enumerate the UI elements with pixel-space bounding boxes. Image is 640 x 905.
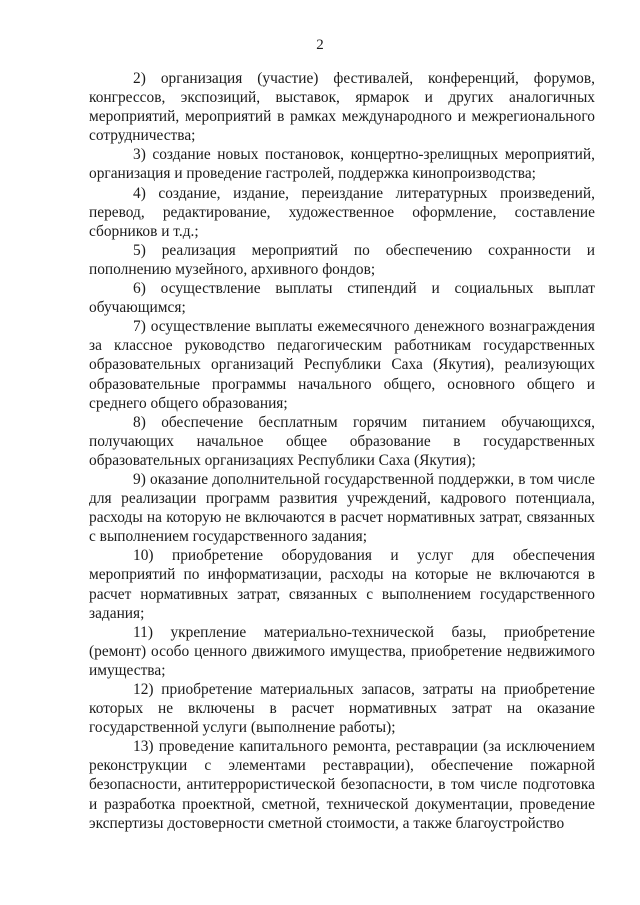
paragraph-item-7: 7) осуществление выплаты ежемесячного денежного вознаграждения за классное руководство педагогическим работникам государственных образовательных организаций Республики Саха (Якутия), реализующих образовательные программы начального общего, основного общего и среднего общего образования; — [89, 318, 595, 412]
paragraph-item-2: 2) организация (участие) фестивалей, конференций, форумов, конгрессов, экспозиций, выставок, ярмарок и других аналогичных мероприятий, мероприятий в рамках международного и межрегионального сотрудничества; — [89, 70, 595, 145]
paragraph-item-9: 9) оказание дополнительной государственной поддержки, в том числе для реализации программ развития учреждений, кадрового потенциала, расходы на которую не включаются в расчет нормативных затрат, связанных с выполнением государственного задания; — [89, 470, 595, 546]
paragraph-item-5: 5) реализация мероприятий по обеспечению сохранности и пополнению музейного, архивного фондов; — [89, 241, 595, 278]
paragraph-item-13: 13) проведение капитального ремонта, реставрации (за исключением реконструкции с элементами реставрации), обеспечение пожарной безопасности, антитеррористической безопасности, в том числе подготовка и разработка проектной, сметной, технической документации, проведение экспертизы достоверности сметной стоимости, а также благоустройство — [89, 738, 595, 832]
paragraph-item-3: 3) создание новых постановок, концертно-зрелищных мероприятий, организация и проведение гастролей, поддержка кинопроизводства; — [89, 146, 595, 183]
paragraph-item-10: 10) приобретение оборудования и услуг для обеспечения мероприятий по информатизации, расходы на которые не включаются в расчет нормативных затрат, связанных с выполнением государственного задания; — [89, 547, 595, 622]
paragraph-item-12: 12) приобретение материальных запасов, затраты на приобретение которых не включены в расчет нормативных затрат на оказание государственной услуги (выполнение работы); — [89, 681, 595, 737]
document-body — [89, 69, 595, 833]
paragraph-item-11: 11) укрепление материально-технической базы, приобретение (ремонт) особо ценного движимого имущества, приобретение недвижимого имущества; — [89, 623, 595, 679]
paragraph-item-8: 8) обеспечение бесплатным горячим питанием обучающихся, получающих начальное общее образование в государственных образовательных организациях Республики Саха (Якутия); — [89, 413, 595, 469]
paragraph-item-6: 6) осуществление выплаты стипендий и социальных выплат обучающимся; — [89, 280, 595, 317]
page-number: 2 — [316, 37, 324, 53]
paragraph-item-4: 4) создание, издание, переиздание литературных произведений, перевод, редактирование, художественное оформление, составление сборников и т.д.; — [89, 184, 595, 240]
